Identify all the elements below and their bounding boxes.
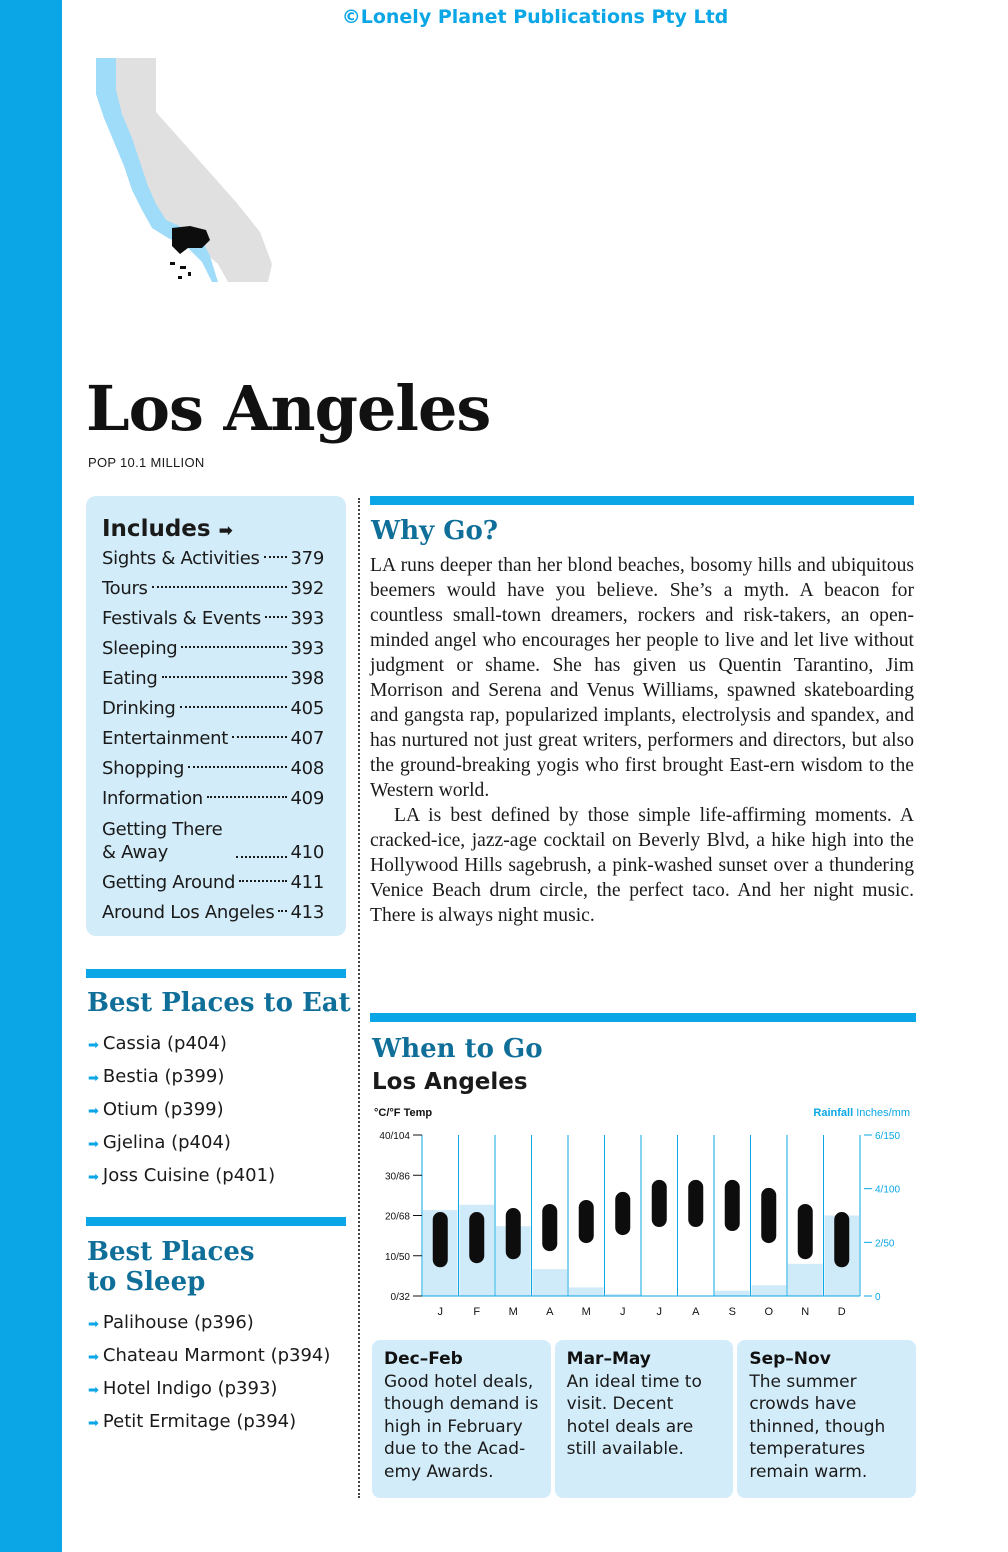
best-eat-item-text: Otium (p399) xyxy=(102,1099,224,1120)
includes-item xyxy=(102,664,324,694)
includes-item-label-line2: & Away xyxy=(102,842,168,863)
includes-item-page: 411 xyxy=(290,872,324,893)
chart-city-label: Los Angeles xyxy=(372,1069,528,1095)
best-eat-item-text: Bestia (p399) xyxy=(102,1066,225,1087)
right-arrow-icon: ➡ xyxy=(88,1170,99,1185)
left-color-bar xyxy=(0,0,62,1552)
season-panel-dec-feb xyxy=(372,1340,551,1498)
month-label: J xyxy=(656,1306,662,1318)
includes-item-label: Tours xyxy=(102,578,148,599)
month-label: S xyxy=(728,1306,736,1318)
best-sleep-heading-line2: to Sleep xyxy=(87,1267,206,1297)
channel-island xyxy=(178,276,182,279)
best-eat-item-text: Cassia (p404) xyxy=(102,1033,227,1054)
best-eat-heading: Best Places to Eat xyxy=(87,988,351,1018)
dot-leader xyxy=(162,676,287,678)
right-arrow-icon: ➡ xyxy=(88,1104,99,1119)
best-eat-item-text: Joss Cuisine (p401) xyxy=(102,1165,276,1186)
includes-item-label: Shopping xyxy=(102,758,185,779)
dot-leader xyxy=(278,910,286,912)
best-sleep-item-text: Petit Ermitage (p394) xyxy=(102,1411,297,1432)
right-arrow-icon: ➡ xyxy=(218,521,233,541)
climate-chart xyxy=(360,1100,920,1330)
rain-tick-label: 0 xyxy=(875,1292,881,1303)
includes-panel xyxy=(86,496,346,936)
includes-item xyxy=(102,634,324,664)
best-sleep-item xyxy=(88,1405,330,1438)
season-panel-sep-nov xyxy=(737,1340,916,1498)
right-arrow-icon: ➡ xyxy=(88,1416,99,1431)
includes-heading xyxy=(102,516,346,542)
temp-tick-label: 10/50 xyxy=(384,1251,410,1263)
rainfall-axis-label xyxy=(813,1107,910,1119)
season-text: An ideal time to visit. Decent hotel deals are still available. xyxy=(566,1371,702,1459)
month-label: J xyxy=(437,1306,443,1318)
includes-item-page: 413 xyxy=(290,902,324,923)
best-eat-item xyxy=(88,1027,275,1060)
why-go-paragraph: LA runs deeper than her blond beaches, bosomy hills and ubiquitous beemers would have you believe. She’s a myth. A beacon for countless small-town dreamers, rockers and risk-takers, an open-minded angel who encourages her people to live and let live without judgment or shame. She has given us Quentin Tarantino, Jim Morrison and Serena and Venus Williams, spawned skateboarding and gangsta rap, popularized implants, electrolysis and spandex, and has nurtured not just great writers, performers and directors, but also the ground-breaking yogis who first brought East-ern wisdom to the Western world. xyxy=(370,555,914,801)
dot-leader xyxy=(265,616,287,618)
month-label: J xyxy=(620,1306,626,1318)
best-eat-list xyxy=(88,1027,275,1192)
includes-item-label: Sights & Activities xyxy=(102,548,260,569)
column-divider xyxy=(358,498,360,1498)
channel-island xyxy=(180,266,186,269)
best-eat-item xyxy=(88,1159,275,1192)
best-sleep-item-text: Palihouse (p396) xyxy=(102,1312,254,1333)
includes-item-label: Getting Around xyxy=(102,872,236,893)
month-label: N xyxy=(801,1306,810,1318)
best-sleep-item xyxy=(88,1339,330,1372)
includes-item xyxy=(102,544,324,574)
dot-leader xyxy=(188,766,286,768)
includes-item xyxy=(102,724,324,754)
rain-tick-label: 4/100 xyxy=(875,1184,901,1196)
why-go-paragraph: LA is best defined by those simple life-affirming moments. A cracked-ice, jazz-age cocktail on Beverly Blvd, a hike high into the Hollywood Hills sagebrush, a pink-washed sunset over a thundering Venice Beach drum circle, the perfect taco. And her night music. There is always night music. xyxy=(370,805,914,926)
dot-leader xyxy=(239,880,286,882)
includes-item xyxy=(102,898,324,928)
temp-tick-label: 30/86 xyxy=(384,1171,410,1183)
includes-item-label: Around Los Angeles xyxy=(102,902,275,923)
channel-island xyxy=(170,262,175,265)
right-arrow-icon: ➡ xyxy=(88,1317,99,1332)
season-text: The summer crowds have thinned, though temperatures remain warm. xyxy=(749,1371,886,1482)
page-title: Los Angeles xyxy=(86,372,491,445)
right-arrow-icon: ➡ xyxy=(88,1137,99,1152)
month-label: M xyxy=(508,1306,518,1318)
rainfall-axis-label-units: Inches/mm xyxy=(856,1107,910,1119)
why-go-body xyxy=(370,553,914,928)
temp-tick-label: 0/32 xyxy=(390,1292,410,1303)
month-label: A xyxy=(692,1306,700,1318)
rainfall-bar xyxy=(788,1264,823,1296)
includes-item-page: 405 xyxy=(290,698,324,719)
best-sleep-item xyxy=(88,1372,330,1405)
season-heading: Dec–Feb xyxy=(384,1349,463,1369)
month-label: A xyxy=(546,1306,554,1318)
includes-item xyxy=(102,784,324,814)
dot-leader xyxy=(264,556,287,558)
includes-item-page: 407 xyxy=(290,728,324,749)
includes-item-label: Information xyxy=(102,788,203,809)
season-panels xyxy=(372,1340,916,1498)
best-sleep-item-text: Hotel Indigo (p393) xyxy=(102,1378,278,1399)
includes-heading-text: Includes xyxy=(102,516,211,542)
month-label: M xyxy=(581,1306,591,1318)
includes-item-page: 393 xyxy=(290,608,324,629)
when-to-go-rule xyxy=(370,1013,916,1022)
season-text: Good hotel deals, though demand is high in February due to the Acad-emy Awards. xyxy=(384,1371,539,1482)
best-eat-item xyxy=(88,1060,275,1093)
rain-tick-label: 6/150 xyxy=(875,1131,901,1142)
season-heading: Sep–Nov xyxy=(749,1349,831,1369)
includes-item-label: Festivals & Events xyxy=(102,608,261,629)
includes-list xyxy=(102,544,346,928)
includes-item-page: 398 xyxy=(290,668,324,689)
includes-item-page: 408 xyxy=(290,758,324,779)
right-arrow-icon: ➡ xyxy=(88,1383,99,1398)
temp-tick-label: 40/104 xyxy=(379,1131,410,1142)
climate-chart-svg xyxy=(360,1100,920,1330)
dot-leader xyxy=(181,646,286,648)
rainfall-bar xyxy=(752,1285,787,1296)
best-sleep-list xyxy=(88,1306,330,1438)
best-sleep-item xyxy=(88,1306,330,1339)
includes-item-label: Entertainment xyxy=(102,728,228,749)
includes-item-label: Sleeping xyxy=(102,638,178,659)
includes-item-page: 409 xyxy=(290,788,324,809)
best-eat-item xyxy=(88,1126,275,1159)
includes-item-label: Eating xyxy=(102,668,158,689)
includes-item xyxy=(102,814,324,868)
includes-item-label-line1: Getting There xyxy=(102,819,223,840)
season-panel-mar-may xyxy=(555,1340,734,1498)
eat-section-rule xyxy=(86,969,346,978)
dot-leader xyxy=(232,736,287,738)
includes-item xyxy=(102,754,324,784)
rainfall-axis-label-bold: Rainfall xyxy=(813,1107,854,1119)
right-arrow-icon: ➡ xyxy=(88,1071,99,1086)
includes-item-page: 379 xyxy=(290,548,324,569)
includes-item-page: 393 xyxy=(290,638,324,659)
rain-tick-label: 2/50 xyxy=(875,1238,895,1250)
best-sleep-item-text: Chateau Marmont (p394) xyxy=(102,1345,331,1366)
dot-leader xyxy=(207,796,287,798)
includes-item xyxy=(102,694,324,724)
includes-item xyxy=(102,604,324,634)
includes-item-label: Drinking xyxy=(102,698,176,719)
copyright-notice: ©Lonely Planet Publications Pty Ltd xyxy=(341,6,729,28)
includes-item-page: 392 xyxy=(290,578,324,599)
best-eat-item-text: Gjelina (p404) xyxy=(102,1132,231,1153)
includes-item-label xyxy=(102,818,232,864)
when-to-go-heading: When to Go xyxy=(372,1034,543,1064)
includes-item xyxy=(102,868,324,898)
temp-axis-label: °C/°F Temp xyxy=(374,1107,433,1119)
channel-island xyxy=(188,272,191,276)
month-label: F xyxy=(473,1306,481,1318)
season-heading: Mar–May xyxy=(566,1349,651,1369)
population-label: POP 10.1 MILLION xyxy=(88,455,205,470)
why-go-heading: Why Go? xyxy=(371,516,499,546)
right-arrow-icon: ➡ xyxy=(88,1350,99,1365)
dot-leader xyxy=(152,586,287,588)
dot-leader xyxy=(180,706,287,708)
dot-leader xyxy=(236,856,287,858)
right-arrow-icon: ➡ xyxy=(88,1038,99,1053)
why-go-rule xyxy=(370,496,914,505)
rainfall-bar xyxy=(715,1291,750,1296)
california-locator-map xyxy=(86,50,280,290)
sleep-section-rule xyxy=(86,1217,346,1226)
rainfall-bar xyxy=(533,1269,568,1296)
month-label: D xyxy=(837,1306,846,1318)
month-label: O xyxy=(764,1306,774,1318)
includes-item xyxy=(102,574,324,604)
best-eat-item xyxy=(88,1093,275,1126)
best-sleep-heading xyxy=(87,1237,255,1297)
rainfall-bar xyxy=(569,1287,604,1296)
includes-item-page: 410 xyxy=(290,842,324,863)
best-sleep-heading-line1: Best Places xyxy=(87,1237,255,1267)
temp-tick-label: 20/68 xyxy=(384,1211,410,1223)
